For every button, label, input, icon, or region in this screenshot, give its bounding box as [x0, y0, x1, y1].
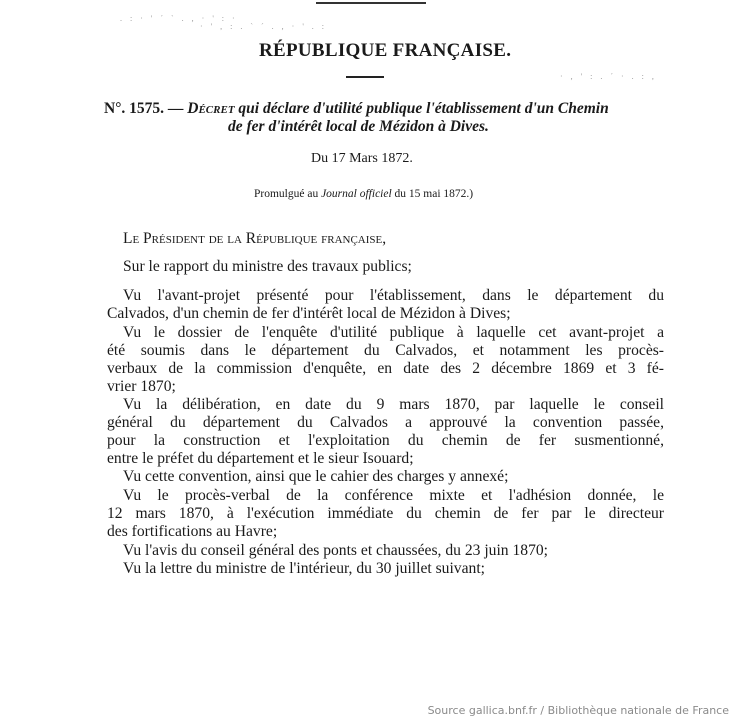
paragraph-line: Vu l'avant-projet présenté pour l'établissement, dans le département du — [123, 287, 664, 304]
scan-noise: · ' , : . ` ´ . , · ' . : — [200, 22, 327, 31]
paragraph-line: Vu la lettre du ministre de l'intérieur, du 30 juillet suivant; — [123, 560, 485, 577]
paragraph-line: général du département du Calvados a approuvé la convention passée, — [107, 414, 664, 431]
decree-date: Du 17 Mars 1872. — [311, 151, 413, 166]
promulgation-suffix: du 15 mai 1872.) — [391, 188, 474, 200]
paragraph-line: Calvados, d'un chemin de fer d'intérêt local de Mézidon à Dives; — [107, 305, 511, 322]
president-heading: Le Président de la République française, — [123, 230, 387, 247]
paragraph-line: Sur le rapport du ministre des travaux publics; — [123, 258, 412, 275]
paragraph-line: été soumis dans le département du Calvados, et notamment les procès- — [107, 342, 664, 359]
paragraph-line: 12 mars 1870, à l'exécution immédiate du chemin de fer par le directeur — [107, 505, 664, 522]
paragraph-line: Vu l'avis du conseil général des ponts et chaussées, du 23 juin 1870; — [123, 542, 548, 559]
decree-number: N°. 1575. — — [104, 100, 184, 117]
promulgation-prefix: Promulgué au — [254, 188, 322, 200]
scan-noise: . : · ' ´ ` . , · ' : · — [120, 14, 238, 23]
paragraph-line: Vu cette convention, ainsi que le cahier des charges y annexé; — [123, 468, 509, 485]
paragraph-line: verbaux de la commission d'enquête, en date des 2 décembre 1869 et 3 fé- — [107, 360, 664, 377]
paragraph-line: pour la construction et l'exploitation du chemin de fer susmentionné, — [107, 432, 664, 449]
paragraph-line: vrier 1870; — [107, 378, 176, 395]
paragraph-line: des fortifications au Havre; — [107, 523, 278, 540]
promulgation-note — [254, 188, 473, 200]
scan-noise: · , ' : . ´ · . : , — [560, 72, 657, 81]
promulgation-journal: Journal officiel — [321, 188, 392, 200]
top-rule — [316, 2, 426, 4]
decree-heading-line1 — [104, 100, 609, 118]
decree-label: Décret — [187, 100, 235, 117]
decree-heading-line2: de fer d'intérêt local de Mézidon à Dives. — [228, 118, 489, 135]
paragraph-line: Vu le procès-verbal de la conférence mixte et l'adhésion donnée, le — [123, 487, 664, 504]
paragraph-line: Vu le dossier de l'enquête d'utilité publique à laquelle cet avant-projet a — [123, 324, 664, 341]
document-title: RÉPUBLIQUE FRANÇAISE. — [259, 40, 512, 61]
decree-heading-text: qui déclare d'utilité publique l'établissement d'un Chemin — [234, 100, 609, 117]
paragraph-line: Vu la délibération, en date du 9 mars 1870, par laquelle le conseil — [123, 396, 664, 413]
title-rule — [346, 76, 384, 78]
source-footer: Source gallica.bnf.fr / Bibliothèque nationale de France — [427, 704, 729, 717]
paragraph-line: entre le préfet du département et le sieur Isouard; — [107, 450, 414, 467]
